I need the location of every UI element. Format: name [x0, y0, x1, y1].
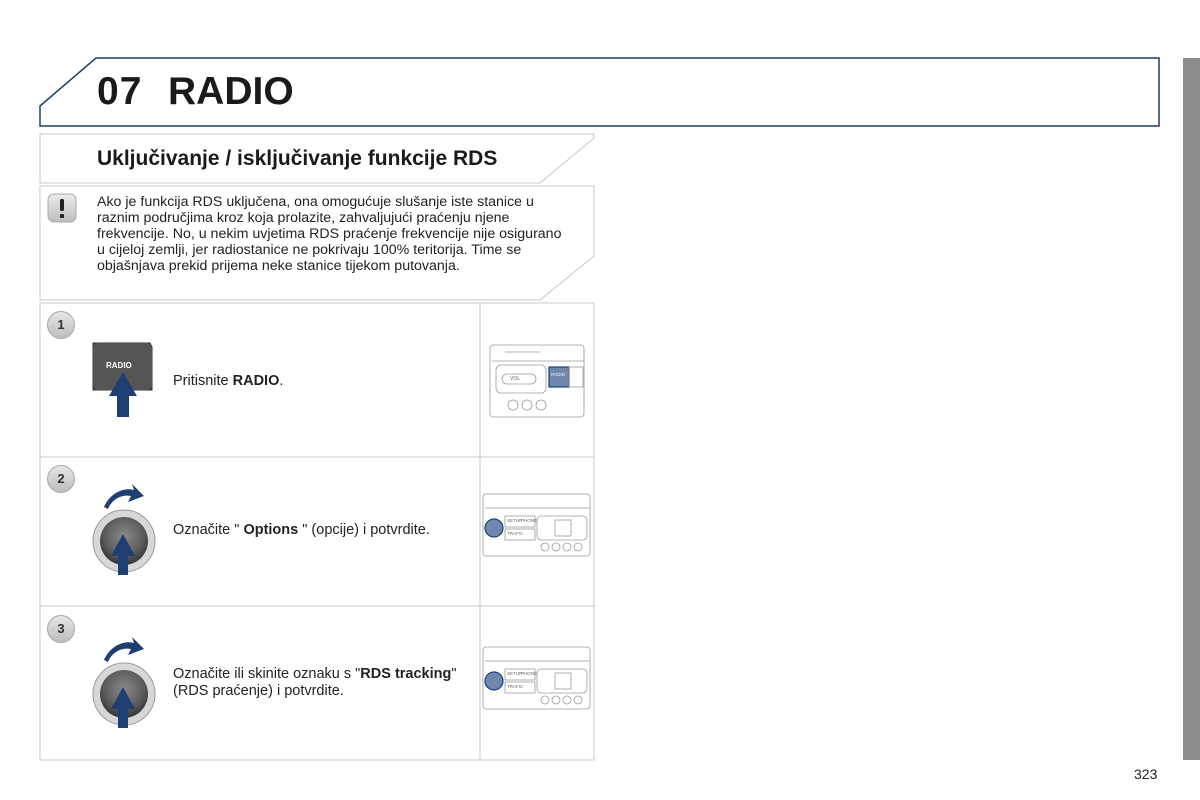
step-number-3: 3	[47, 615, 75, 643]
device-setup-label: SETUP	[507, 671, 523, 676]
rotate-arrow-icon	[104, 637, 144, 662]
exclamation-icon	[48, 194, 76, 222]
step-number-2: 2	[47, 465, 75, 493]
device-radio-label: RADIO	[551, 372, 566, 377]
device-setup-label: SETUP	[507, 518, 523, 523]
step-text-3: Označite ili skinite oznaku s "RDS tracking" (RDS praćenje) i potvrdite.	[173, 666, 457, 699]
head-unit-illustration-2	[483, 494, 590, 556]
warning-text: Ako je funkcija RDS uključena, ona omogućuje slušanje iste stanice u raznim područjima kroz koja prolazite, zahvaljujući praćenju njene frekvencije. No, u nekim uvjetima RDS praćenje frekvencije nije osigurano u cijeloj zemlji, jer radiostanice ne pokrivaju 100% teritorija. Time se objašnjava prekid prijema neke stanice tijekom putovanja.	[97, 194, 562, 274]
chapter-side-tab	[1183, 58, 1200, 760]
head-unit-illustration-1	[490, 345, 584, 417]
radio-button-label: RADIO	[106, 361, 132, 370]
device-vol-label: VOL	[510, 376, 521, 382]
section-title: Uključivanje / isključivanje funkcije RDS	[97, 147, 498, 170]
chapter-title: RADIO	[168, 70, 294, 113]
device-phone-label: PHONE	[521, 518, 538, 523]
step-number-1: 1	[47, 311, 75, 339]
page-number: 323	[1134, 766, 1158, 782]
device-trafic-label: TRAFIC	[507, 684, 524, 689]
chapter-number: 07	[97, 70, 143, 113]
device-trafic-label: TRAFIC	[507, 531, 524, 536]
device-phone-label: PHONE	[521, 671, 538, 676]
step-text-2: Označite " Options " (opcije) i potvrdite.	[173, 522, 430, 538]
step-text-1: Pritisnite RADIO.	[173, 373, 284, 389]
head-unit-illustration-3	[483, 647, 590, 709]
rotate-arrow-icon	[104, 484, 144, 509]
